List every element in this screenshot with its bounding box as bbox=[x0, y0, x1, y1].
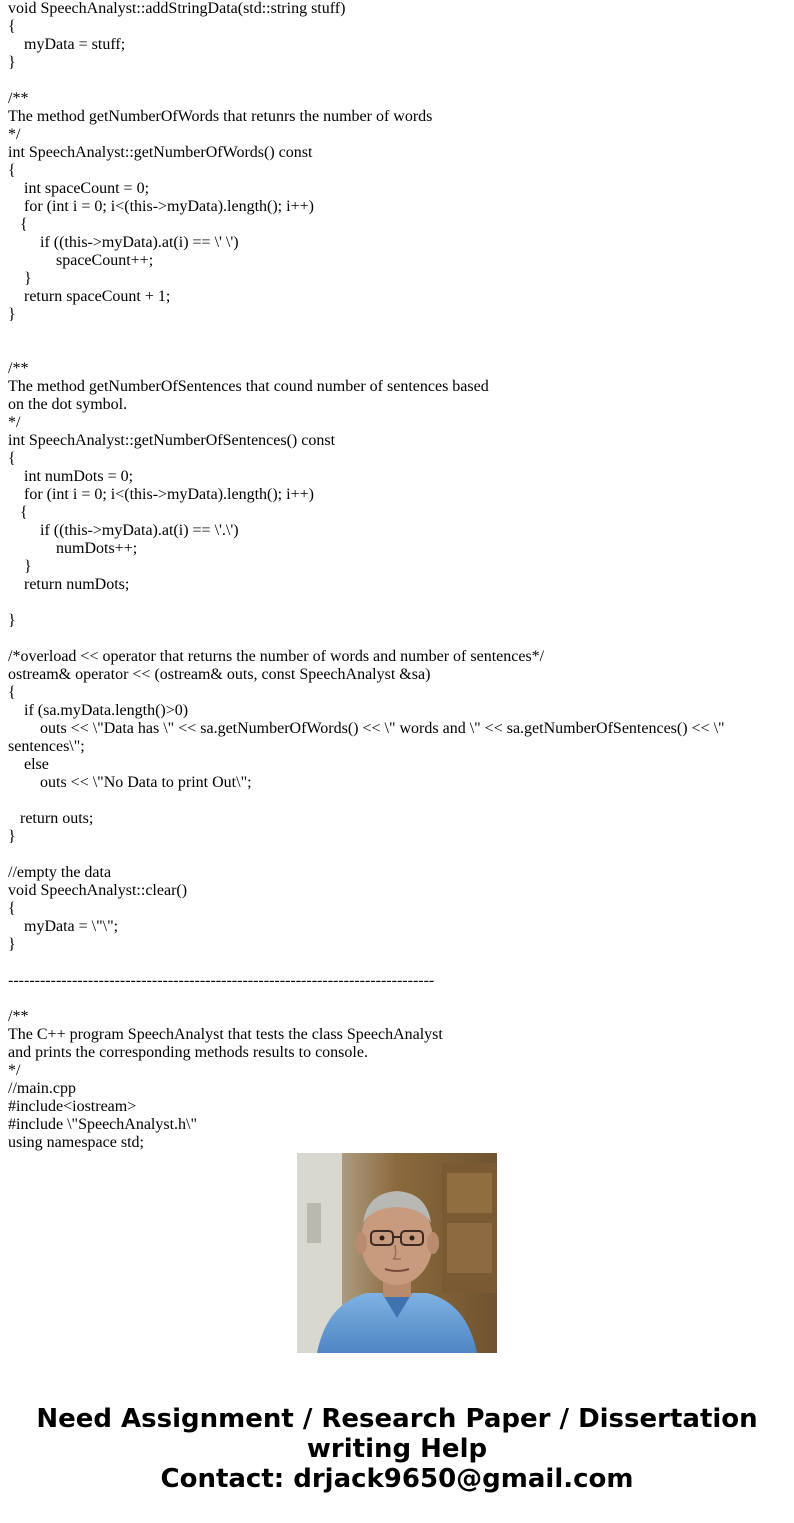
code-line: using namespace std; bbox=[8, 1134, 144, 1151]
code-line: if (sa.myData.length()>0) bbox=[8, 702, 189, 719]
code-line: if ((this->myData).at(i) == \'.\') bbox=[8, 522, 239, 539]
code-line: } bbox=[8, 612, 16, 629]
code-line: -------------------------------------------------------------------------------- bbox=[8, 972, 435, 989]
code-line: { bbox=[8, 450, 16, 467]
code-line: int numDots = 0; bbox=[8, 468, 134, 485]
code-line: int SpeechAnalyst::getNumberOfSentences() const bbox=[8, 432, 336, 449]
code-line: } bbox=[8, 54, 16, 71]
code-line: } bbox=[8, 936, 16, 953]
code-line: } bbox=[8, 558, 32, 575]
code-line: myData = \"\"; bbox=[8, 918, 119, 935]
code-line: outs << \"Data has \" << sa.getNumberOfWords() << \" words and \" << sa.getNumberOfSentences() << \" sentences\"; bbox=[8, 720, 729, 755]
code-line: //empty the data bbox=[8, 864, 112, 881]
code-line: void SpeechAnalyst::addStringData(std::string stuff) bbox=[8, 0, 346, 17]
code-line bbox=[8, 846, 788, 864]
code-line: int SpeechAnalyst::getNumberOfWords() const bbox=[8, 144, 313, 161]
code-line: ostream& operator << (ostream& outs, const SpeechAnalyst &sa) bbox=[8, 666, 431, 683]
code-line: } bbox=[8, 828, 16, 845]
code-line: { bbox=[8, 684, 16, 701]
code-line: return numDots; bbox=[8, 576, 130, 593]
code-line bbox=[8, 72, 788, 90]
code-line: The method getNumberOfSentences that cound number of sentences based bbox=[8, 378, 489, 395]
code-line: myData = stuff; bbox=[8, 36, 126, 53]
code-line bbox=[8, 792, 788, 810]
code-line: numDots++; bbox=[8, 540, 138, 557]
code-line: return outs; bbox=[8, 810, 94, 827]
code-line bbox=[8, 630, 788, 648]
promo-contact-line: Contact: drjack9650@gmail.com bbox=[160, 1464, 634, 1494]
code-line: The C++ program SpeechAnalyst that tests the class SpeechAnalyst bbox=[8, 1026, 443, 1043]
code-line: return spaceCount + 1; bbox=[8, 288, 171, 305]
code-line: } bbox=[8, 306, 16, 323]
code-line: /** bbox=[8, 360, 29, 377]
code-line: /*overload << operator that returns the number of words and number of sentences*/ bbox=[8, 648, 545, 665]
code-line: int spaceCount = 0; bbox=[8, 180, 150, 197]
code-line: #include<iostream> bbox=[8, 1098, 137, 1115]
code-line bbox=[8, 954, 788, 972]
code-line: } bbox=[8, 270, 32, 287]
code-line bbox=[8, 594, 788, 612]
code-line: outs << \"No Data to print Out\"; bbox=[8, 774, 252, 791]
code-line: if ((this->myData).at(i) == \' \') bbox=[8, 234, 239, 251]
code-line: on the dot symbol. bbox=[8, 396, 128, 413]
code-line bbox=[8, 990, 788, 1008]
code-line: and prints the corresponding methods results to console. bbox=[8, 1044, 368, 1061]
code-line: for (int i = 0; i<(this->myData).length(); i++) bbox=[8, 198, 314, 215]
code-document bbox=[8, 0, 788, 1151]
code-line: //main.cpp bbox=[8, 1080, 76, 1097]
code-line: /** bbox=[8, 1008, 29, 1025]
promo-banner bbox=[0, 1404, 794, 1494]
code-line: for (int i = 0; i<(this->myData).length(); i++) bbox=[8, 486, 314, 503]
code-line: #include \"SpeechAnalyst.h\" bbox=[8, 1116, 198, 1133]
code-line bbox=[8, 342, 788, 360]
code-line: { bbox=[8, 162, 16, 179]
code-line: The method getNumberOfWords that retunrs the number of words bbox=[8, 108, 433, 125]
code-line: else bbox=[8, 756, 49, 773]
promo-line-1: Need Assignment / Research Paper / Dissertation bbox=[36, 1404, 758, 1434]
code-line: */ bbox=[8, 126, 21, 143]
code-line bbox=[8, 324, 788, 342]
code-line: void SpeechAnalyst::clear() bbox=[8, 882, 188, 899]
code-line: { bbox=[8, 900, 16, 917]
code-block bbox=[8, 0, 788, 1152]
promo-line-2: writing Help bbox=[306, 1434, 488, 1464]
code-line: */ bbox=[8, 1062, 21, 1079]
code-line: { bbox=[8, 216, 28, 233]
code-line: */ bbox=[8, 414, 21, 431]
code-line: { bbox=[8, 504, 28, 521]
code-line: spaceCount++; bbox=[8, 252, 154, 269]
avatar bbox=[297, 1153, 497, 1353]
code-line: { bbox=[8, 18, 16, 35]
code-line: /** bbox=[8, 90, 29, 107]
